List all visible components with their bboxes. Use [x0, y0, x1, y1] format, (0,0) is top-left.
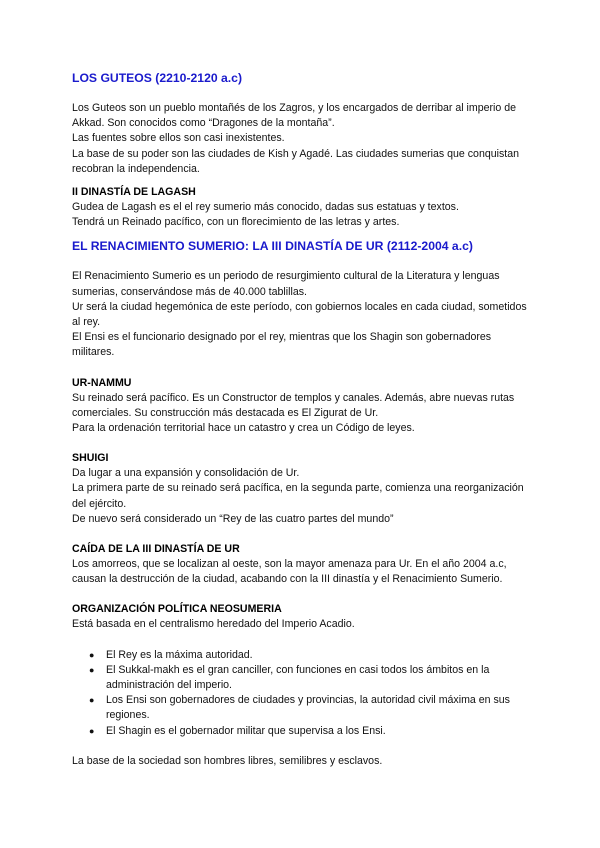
- heading-guteos: LOS GUTEOS (2210-2120 a.c): [72, 71, 243, 85]
- paragraph-renacimiento-2: Ur será la ciudad hegemónica de este período, con gobiernos locales en cada ciudad, sometidos al rey.: [72, 300, 527, 329]
- list-item-text: El Rey es la máxima autoridad.: [106, 648, 253, 661]
- paragraph-renacimiento-3: El Ensi es el funcionario designado por el rey, mientras que los Shagin son gobernadores militares.: [72, 331, 492, 359]
- paragraph-renacimiento-1: El Renacimiento Sumerio es un periodo de resurgimiento cultural de la Literatura y lenguas sumerias, conservándose más de 40.000 tablillas.: [72, 270, 500, 298]
- bullet-icon: ●: [89, 695, 95, 706]
- bullet-icon: ●: [89, 664, 95, 675]
- list-item: [72, 724, 532, 739]
- bullet-icon: ●: [89, 725, 95, 736]
- heading-shuigi: SHUIGI: [72, 452, 109, 465]
- list-item-text: Los Ensi son gobernadores de ciudades y provincias, la autoridad civil máxima en sus regiones.: [106, 694, 510, 722]
- list-item: [72, 648, 532, 663]
- heading-lagash: II DINASTÍA DE LAGASH: [72, 186, 196, 199]
- paragraph-guteos-3: La base de su poder son las ciudades de Kish y Agadé. Las ciudades sumerias que conquistan recobran la independencia.: [72, 147, 520, 175]
- document-body: [72, 70, 532, 769]
- list-item-text: El Shagin es el gobernador militar que supervisa a los Ensi.: [106, 724, 386, 737]
- paragraph-guteos-2: Las fuentes sobre ellos son casi inexistentes.: [72, 132, 285, 145]
- paragraph-urnammu-1: Su reinado será pacífico. Es un Constructor de templos y canales. Además, abre nuevas rutas comerciales. Su construcción más destacada es El Zigurat de Ur.: [72, 391, 515, 419]
- heading-renacimiento: EL RENACIMIENTO SUMERIO: LA III DINASTÍA DE UR (2112-2004 a.c): [72, 239, 473, 254]
- heading-urnammu: UR-NAMMU: [72, 376, 132, 389]
- heading-caida: CAÍDA DE LA III DINASTÍA DE UR: [72, 543, 240, 556]
- paragraph-shuigi-2: La primera parte de su reinado será pacífica, en la segunda parte, comienza una reorganización del ejército.: [72, 482, 524, 510]
- organizacion-bullet-list: [72, 648, 532, 739]
- paragraph-organizacion-closing: La base de la sociedad son hombres libres, semilibres y esclavos.: [72, 754, 383, 767]
- paragraph-shuigi-3: De nuevo será considerado un “Rey de las cuatro partes del mundo”: [72, 512, 394, 525]
- bullet-icon: ●: [89, 649, 95, 660]
- heading-organizacion: ORGANIZACIÓN POLÍTICA NEOSUMERIA: [72, 603, 282, 616]
- list-item: [72, 663, 532, 693]
- paragraph-lagash-1: Gudea de Lagash es el el rey sumerio más conocido, dadas sus estatuas y textos.: [72, 201, 459, 214]
- paragraph-guteos-1: Los Guteos son un pueblo montañés de los Zagros, y los encargados de derribar al imperio de Akkad. Son conocidos como “Dragones de la montaña”.: [72, 102, 517, 130]
- paragraph-organizacion-intro: Está basada en el centralismo heredado del Imperio Acadio.: [72, 618, 355, 631]
- list-item-text: El Sukkal-makh es el gran canciller, con funciones en casi todos los ámbitos en la administración del imperio.: [106, 663, 490, 692]
- list-item: [72, 693, 532, 723]
- paragraph-shuigi-1: Da lugar a una expansión y consolidación de Ur.: [72, 467, 300, 480]
- paragraph-urnammu-2: Para la ordenación territorial hace un catastro y crea un Código de leyes.: [72, 422, 415, 435]
- paragraph-lagash-2: Tendrá un Reinado pacífico, con un florecimiento de las letras y artes.: [72, 216, 400, 229]
- paragraph-caida-1: Los amorreos, que se localizan al oeste, son la mayor amenaza para Ur. En el año 2004 a.c, causan la destrucción de la ciudad, acabando con la III dinastía y el Renacimiento Sumerio.: [72, 558, 507, 586]
